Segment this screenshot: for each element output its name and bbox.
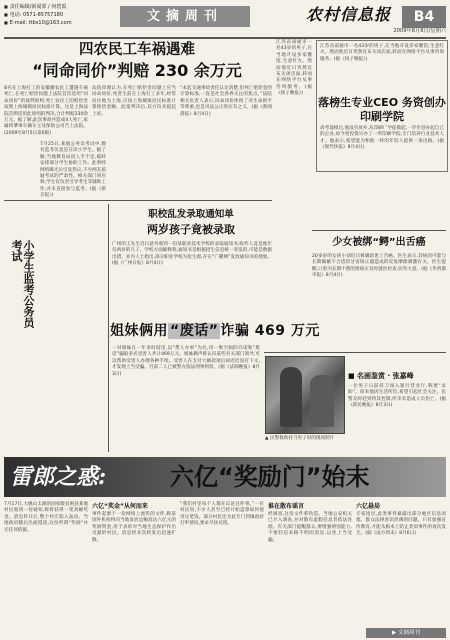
feature-col5: 专家指出,此类事件暴露出部分地区信息闭塞、群众法律意识淡薄的问题。只有加强宣传教育,才能从根本上防止类似事件的再次发生。(据《南方周末》8月6日) bbox=[356, 512, 446, 537]
story1-continued: 江苏省南通市一名43岁的男子,在当地开设多家餐馆,生意红火。然而他近日突然宣布关闭店面,转而在网络平台从事咨询服务。(据《扬子晚报》) bbox=[276, 40, 312, 97]
story3-headline-post: 诈骗 469 万元 bbox=[220, 323, 320, 339]
feature-subhead-1: 六亿“奖金”从何而来 bbox=[92, 503, 148, 510]
photo-figure-right bbox=[310, 375, 334, 427]
masthead-divider bbox=[4, 37, 446, 39]
story3-headline bbox=[110, 319, 320, 343]
story5-headline: 少女被绑“鳄”出舌癌 bbox=[332, 237, 426, 248]
feature-subhead-3: 六亿悬局 bbox=[356, 503, 381, 510]
story1-body-col3: “本起交通事故责任认定清楚,但死亡赔偿金的计算标准,一直是社会各界关注的焦点。”法院相关负责人表示,同命同价体现了对生命的平等尊重,也是司法公正的应有之义。(据《新闻晨报》8月4日) bbox=[180, 86, 272, 117]
story3-body: 一对姐妹在一年多时间里,以“帮人办事”为名,用一堆空洞的许诺和“废话”骗取多名受害人共计469万元。姐妹俩声称认识某些有关部门领导,可以帮助受害人办理各种手续。受害人在支付大额款项后却迟迟没有下文,才发现上当受骗。目前二人已被警方依法刑事拘留。(据《法制晚报》8月3日) bbox=[112, 346, 260, 377]
story4-intro: 江苏省南通市一名43岁的男子,在当地开设多家餐馆,生意红火。然而他近日突然宣布关闭店面,转而在网络平台从事咨询服务。(据《扬子晚报》) bbox=[320, 44, 444, 62]
story3-headline-highlight: “废话” bbox=[170, 323, 219, 339]
editor-line: ■ 责任编辑/新闻部 / 何碧霞 bbox=[4, 3, 116, 11]
divider bbox=[312, 230, 446, 231]
newspaper-logo: 农村信息报 bbox=[306, 5, 392, 24]
feature-col2: 事件起源于一份网络上流传的文件,称某国外机构将向当地发放总额高达六亿元的奖励资金,用于表彰对当地生态保护作出贡献的村民。消息经多次转发后迅速扩散。 bbox=[92, 512, 176, 543]
story2-headline-main: 两岁孩子竟被录取 bbox=[147, 223, 235, 236]
story2-headline-top: 职校乱发录取通知单 bbox=[148, 209, 234, 220]
story5-body: 20多岁的女孩小刘近日被确诊患上舌癌。医生表示,其病因可能与长期佩戴不合适的牙齿矫正器造成的反复摩擦刺激有关。医生提醒,口腔内长期不愈的溃疡应及时就医检查,切勿大意。(据《华西都市报》8月4日) bbox=[312, 254, 446, 279]
feature-title-prefix: 雷郎之惑: bbox=[10, 464, 107, 490]
vertical-story-title: 小学生监考公务员考试 bbox=[10, 240, 35, 328]
issue-date: 2009年8月8日/星期六 bbox=[393, 28, 446, 34]
feature-title-main: 六亿“奖励门”始末 bbox=[170, 463, 370, 491]
photo-caption: ▲ 民警救助持刀男子时的现场照片 bbox=[265, 436, 335, 441]
story6-body: 一位男子日前持刀闯入银行营业厅,称要“求助”。原来他因生活所迫,希望引起社会关注。民警及时赶到将其控制,所幸未造成人员伤亡。(据《新民晚报》8月3日) bbox=[348, 384, 446, 409]
continued-link[interactable]: ▶ 文摘周刊 bbox=[366, 628, 446, 638]
story2-body: 广州的王先生近日意外收到一份某职业技术学校的录取通知书,收件人竟是他年仅两岁的儿子。学校方面解释称,通知书是根据招生信息统一寄发的,可能是数据出错。业内人士指出,部分职业学校为抢生源,存在“广撒网”发放通知书的现象。(据《广州日报》8月4日) bbox=[112, 242, 272, 267]
feature-col4: 经调查,这份文件系伪造。当地公安机关已介入调查,并对散布虚假信息者依法处理。有关部门提醒群众,要增强辨别能力,不要轻信来路不明的消息,以免上当受骗。 bbox=[268, 512, 352, 543]
story1-headline-main: “同命同价”判赔 230 余万元 bbox=[32, 61, 242, 80]
divider bbox=[264, 352, 446, 353]
masthead-contacts bbox=[4, 3, 116, 37]
section-title: 文摘周刊 bbox=[120, 6, 250, 27]
story6-headline: ■ 名画鉴赏 · 张嘉峰 bbox=[348, 372, 414, 380]
email-line: ■ E-mail: ttbs10@163.com bbox=[4, 19, 116, 27]
feature-col3: “我们村里每个人都在议论这件事。”一位村民说,不少人甚至已经开始盘算如何使用这笔钱。部分村民还为此专门到镇政府打听情况,要求尽快兑现。 bbox=[180, 502, 264, 527]
news-photo bbox=[265, 356, 345, 434]
story4-body: 高考落榜后,他没有放弃,从印刷厂学徒做起,一步步创办起自己的企业,如今更投资兴办了一所印刷学院,专门培养行业技术人才。他表示,希望能为和他一样的年轻人提供一条出路。(据《现代快报》8月4日) bbox=[320, 126, 444, 151]
page-number-badge: B4 bbox=[402, 6, 446, 28]
story3-headline-pre: 姐妹俩用 bbox=[110, 323, 168, 339]
story1-headline-top: 四农民工车祸遇难 bbox=[79, 42, 195, 58]
story1-body-col1: 8名在上海打工的安徽籍农民工遭遇车祸死亡,在死亡赔偿问题上法院首次适用“同命同价”的裁判原则,死亡农民工的赔偿金按照上海城镇居民标准计算。这是上海法院首例适用此原则的判决,合计判赔230余万元。据了解,此次事故共造成4人死亡,家属将肇事车辆车主及保险公司告上法院。(2009年8月5日第6版) bbox=[4, 86, 88, 136]
photo-figure-left bbox=[280, 367, 302, 427]
phone-line: ■ 电话: 0571-85757180 bbox=[4, 11, 116, 19]
story1-body-col2: 法院审理认为,在死亡赔偿金问题上应当同命同价,死者生前在上海打工多年,经常居住地为上海,应按上海城镇居民标准计算赔偿金额。此案判决后,双方均未提起上诉。 bbox=[92, 86, 176, 117]
feature-col1: 7月17日,大姚山太源的国家级贫困县某地村民收到一份通知,称将获得一笔高额奖金。消息传开后,整个村庄陷入轰动。当地政府随后出面澄清,这份所谓“奖励”并无任何依据。 bbox=[4, 502, 88, 533]
vertical-story-body: 7月25日,某地公务员考试中,数名监考员竟是在读小学生。据了解,当地教育局因人手不足,临时安排部分学生协助工作。此事经网络曝光后引发热议,不少网友质疑考试的严肃性。相关部门回应称,学生仅负责引导考生等辅助工作,并未直接参与监考。(据《新京报》) bbox=[40, 142, 106, 199]
story4-headline: 落榜生专业CEO 务资创办印刷学院 bbox=[318, 96, 446, 123]
column-rule bbox=[108, 204, 109, 452]
feature-subhead-2: 谁在散布谣言 bbox=[268, 503, 305, 510]
